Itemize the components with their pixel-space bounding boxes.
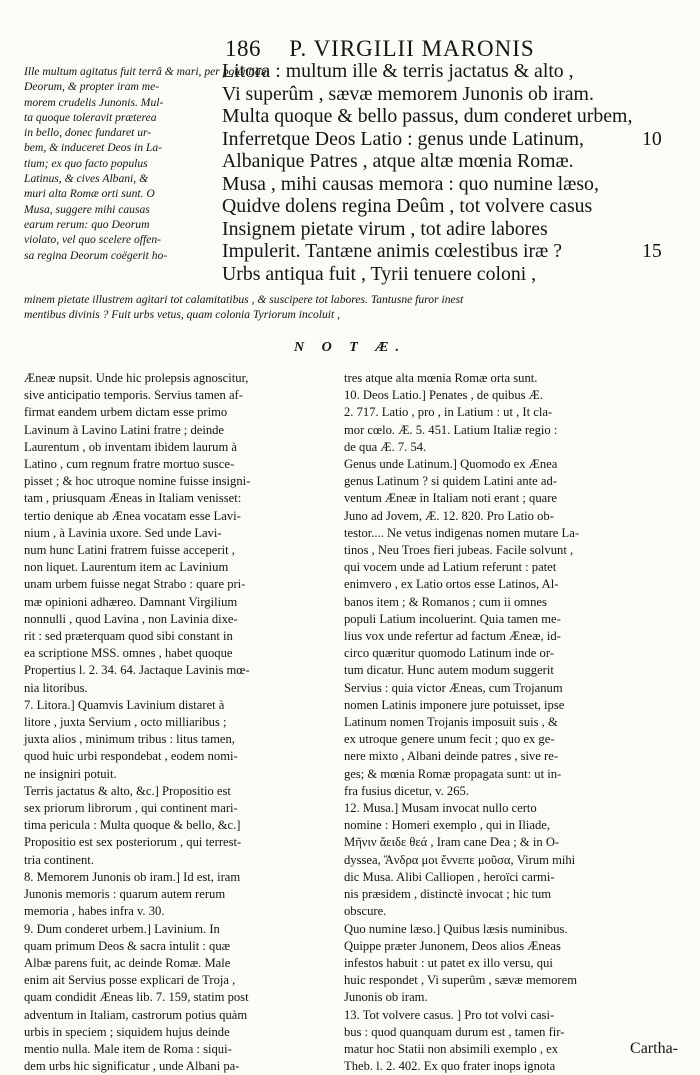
verse-block (222, 60, 692, 285)
note-line: de qua Æ. 7. 54. (344, 439, 427, 454)
note-line: Albæ parens fuit, ac deinde Romæ. Male (24, 955, 231, 970)
note-line: nis præsidem , distinctè invocat ; hic tum (344, 887, 552, 902)
note-line: tres atque alta mœnia Romæ orta sunt. (344, 371, 538, 385)
note-line: quam condidit Æneas lib. 7. 159, statim post (24, 990, 249, 1005)
notes-right-column (344, 370, 680, 1075)
verse-text: Musa , mihi causas memora : quo numine læso, (222, 172, 599, 195)
line-number: 10 (642, 127, 662, 150)
note-line: Quippe præter Junonem, Deos alios Æneas (344, 938, 561, 953)
note-line: banos item ; & Romanos ; cum ii omnes (344, 594, 547, 609)
note-line: juxta alios , minimum tribus : litus tamen, (24, 732, 235, 747)
note-line: circo quæritur quomodo Latinum inde or- (344, 646, 554, 661)
note-line: rit : sed præterquam quod sibi constant in (24, 629, 233, 644)
note-line: 2. 717. Latio , pro , in Latium : ut , It cla- (344, 405, 553, 420)
interpretation-column (24, 64, 270, 263)
note-line: Juno ad Jovem, Æ. 12. 820. Pro Latio ob- (344, 508, 554, 523)
note-line: sive anticipatio temporis. Servius tamen af- (24, 388, 243, 403)
note-line: ventum Æneæ in Italiam noti erant ; quare (344, 491, 557, 506)
verse-text: Impulerit. Tantæne animis cœlestibus iræ ? (222, 240, 562, 262)
note-line: lius vox unde refertur ad factum Æneæ, id- (344, 629, 561, 644)
interpretation-line: ta quoque toleravit præterea (24, 110, 157, 124)
note-line: Propertius l. 2. 34. 64. Jactaque Lavinis mœ- (24, 663, 250, 678)
notae-heading: N O T Æ. (294, 340, 406, 355)
note-line: 8. Memorem Junonis ob iram.] Id est, iram (24, 869, 241, 884)
running-title: P. VIRGILII MARONIS (289, 36, 535, 61)
note-line: nium , à Lavinia uxore. Sed unde Lavi- (24, 525, 222, 540)
verse-line (222, 105, 692, 128)
note-line: litore , juxta Servium , octo milliaribus ; (24, 715, 227, 730)
interpretation-line: morem crudelis Junonis. Mul- (24, 95, 164, 109)
note-line: Quo numine læso.] Quibus læsis numinibus. (344, 921, 568, 936)
interpretation-line: mentibus divinis ? Fuit urbs vetus, quam colonia Tyriorum incoluit , (24, 308, 341, 322)
verse-text: Quidve dolens regina Deûm , tot volvere casus (222, 195, 593, 217)
note-line: dem urbs hic significatur , unde Albani pa- (24, 1059, 240, 1074)
note-line: Μῆνιν ἄειδε θεά , Iram cane Dea ; & in O- (344, 835, 560, 850)
note-line: enim ait Servius posse explicari de Troja , (24, 973, 236, 988)
note-line: Lavinum à Lavino Latini fratre ; deinde (24, 422, 225, 437)
page-number: 186 (225, 36, 261, 61)
interpretation-line: tium; ex quo facto populus (24, 156, 148, 170)
note-line: non liquet. Laurentum item ac Lavinium (24, 560, 229, 575)
note-line: ges; & mœnia Romæ propagata sunt: ut in- (344, 766, 562, 781)
note-line: 10. Deos Latio.] Penates , de quibus Æ. (344, 388, 544, 403)
note-line: ea scriptione MSS. omnes , habet quoque (24, 646, 233, 661)
note-line: testor.... Ne vetus indigenas nomen mutare La- (344, 525, 580, 540)
interpretation-line: bem, & induceret Deos in La- (24, 141, 163, 155)
verse-line (222, 240, 692, 263)
verse-text: Vi superûm , sævæ memorem Junonis ob iram. (222, 82, 594, 105)
verse-line (222, 218, 692, 241)
note-line: nia litoribus. (24, 680, 88, 695)
note-line: nomine : Homeri exemplo , qui in Iliade, (344, 818, 551, 833)
note-line: matur hoc Statii non absimili exemplo , ex (344, 1041, 559, 1056)
note-line: dic Musa. Alibi Calliopen , heroïci carmi- (344, 869, 555, 884)
note-line: 13. Tot volvere casus. ] Pro tot volvi casi- (344, 1007, 555, 1022)
verse-line (222, 150, 692, 173)
note-line: nere mixto , Albani deinde patres , sive re- (344, 749, 559, 764)
note-line: huic respondet , Vi superûm , sævæ memorem (344, 973, 578, 988)
note-line: Terris jactatus & alto, &c.] Propositio est (24, 783, 231, 798)
verse-line (222, 263, 692, 286)
verse-text: Inferretque Deos Latio : genus unde Latinum, (222, 127, 584, 150)
note-line: Propositio est sex posteriorum , qui terrest- (24, 835, 242, 850)
note-line: ex utroque genere unum fecit ; quo ex ge- (344, 732, 555, 747)
note-line: Latinum nomen Trojanis imposuit suis , & (344, 715, 558, 730)
note-line: qui vocem unde ad Latium referunt : patet (344, 560, 557, 575)
note-line: mor cœlo. Æ. 5. 451. Latium Italiæ regio : (344, 422, 558, 437)
interpretation-line: Musa, suggere mihi causas (24, 202, 150, 216)
note-line: Junonis ob iram. (344, 990, 428, 1005)
verse-line (222, 83, 692, 106)
verse-line (222, 173, 692, 196)
note-line: infestos habuit : ut patet ex illo versu, qui (344, 955, 553, 970)
interpretation-line: minem pietate illustrem agitari tot calamitatibus , & suscipere tot labores. Tantusne furor inest (24, 293, 464, 306)
note-line: tum dicatur. Hunc autem modum suggerit (344, 663, 554, 678)
note-line: mentio nulla. Male item de Roma : siqui- (24, 1041, 232, 1056)
line-number: 15 (642, 240, 662, 262)
verse-text: Urbs antiqua fuit , Tyrii tenuere coloni , (222, 262, 537, 285)
interpretation-line: earum rerum: quo Deorum (24, 217, 150, 231)
note-line: Genus unde Latinum.] Quomodo ex Ænea (344, 457, 558, 472)
interpretation-continued (24, 292, 684, 323)
note-line: sex priorum librorum , qui continent mari- (24, 801, 238, 816)
verse-text: Insignem pietate virum , tot adire labores (222, 217, 548, 240)
verse-text: Litora : multum ille & terris jactatus & alto , (222, 60, 574, 82)
note-line: firmat eandem urbem dictam esse primo (24, 405, 228, 420)
note-line: adventum in Italiam, castrorum potius quàm (24, 1007, 248, 1022)
interpretation-line: violato, vel quo scelere offen- (24, 233, 162, 247)
verse-line (222, 128, 692, 151)
catchword: Cartha- (630, 1040, 678, 1057)
note-line: fra fusius dicetur, v. 265. (344, 783, 469, 798)
note-line: nonnulli , quod Lavina , non Lavinia dixe- (24, 611, 238, 626)
note-line: 7. Litora.] Quamvis Lavinium distaret à (24, 697, 225, 712)
note-line: tria continent. (24, 852, 94, 867)
note-line: Æneæ nupsit. Unde hic prolepsis agnoscitur, (24, 371, 249, 385)
note-line: unam urbem fuisse negat Strabo : quare pri- (24, 577, 246, 592)
note-line: Latino , cum regnum fratre mortuo susce- (24, 457, 235, 472)
note-line: Junonis memoris : quarum autem rerum (24, 887, 226, 902)
interpretation-line: Deorum, & propter iram me- (24, 80, 160, 94)
note-line: memoria , habes infra v. 30. (24, 904, 165, 919)
note-line: urbis in speciem ; siquidem hujus deinde (24, 1024, 230, 1039)
verse-text: Multa quoque & bello passus, dum conderet urbem, (222, 105, 633, 127)
note-line: bus : quod quanquam durum est , tamen fir- (344, 1024, 565, 1039)
note-line: 12. Musa.] Musam invocat nullo certo (344, 801, 537, 816)
verse-line (222, 195, 692, 218)
note-line: Laurentum , ob inventam ibidem laurum à (24, 439, 237, 454)
note-line: enimvero , ex Latio ortos esse Latinos, Al- (344, 577, 559, 592)
verse-text: Albanique Patres , atque altæ mœnia Romæ. (222, 150, 574, 172)
note-line: tertio denique ab Ænea vocatam esse Lavi- (24, 508, 241, 523)
note-line: nomen Latinis imponere jure potuisset, ipse (344, 697, 565, 712)
note-line: Theb. l. 2. 402. Ex quo frater inops ignota (344, 1059, 556, 1074)
note-line: num hunc Latini fratrem fuisse acceperit , (24, 543, 235, 558)
note-line: tam , priusquam Æneas in Italiam venisset: (24, 491, 242, 506)
note-line: Servius : quia victor Æneas, cum Trojanum (344, 680, 563, 695)
interpretation-line: Latinus, & cives Albani, & (24, 172, 149, 186)
note-line: tinos , Neu Troes fieri jubeas. Facile solvunt , (344, 543, 574, 558)
note-line: tima pericula : Multa quoque & bello, &c.] (24, 818, 241, 833)
note-line: mæ opinioni adhæreo. Damnant Virgilium (24, 594, 238, 609)
interpretation-line: sa regina Deorum coëgerit ho- (24, 248, 168, 262)
note-line: 9. Dum conderet urbem.] Lavinium. In (24, 921, 220, 936)
note-line: ne insigniri potuit. (24, 766, 117, 781)
note-line: quod huic urbi respondebat , eodem nomi- (24, 749, 238, 764)
note-line: pisset ; & hoc utroque nomine fuisse insigni- (24, 474, 251, 489)
interpretation-line: Ille multum agitatus fuit terrâ & mari, per potentiam (24, 65, 270, 78)
note-line: dyssea, Ἄνδρα μοι ἔννεπε μοῦσα, Virum mihi (344, 852, 576, 867)
note-line: quam primum Deos & sacra intulit : quæ (24, 938, 231, 953)
interpretation-line: muri alta Romæ orti sunt. O (24, 187, 155, 201)
note-line: populi Latium incoluerint. Quia tamen me- (344, 611, 561, 626)
note-line: obscure. (344, 904, 387, 919)
notes-left-column (24, 370, 342, 1075)
verse-line (222, 60, 692, 83)
interpretation-line: in bello, donec fundaret ur- (24, 126, 152, 140)
note-line: genus Latinum ? si quidem Latini ante ad- (344, 474, 557, 489)
